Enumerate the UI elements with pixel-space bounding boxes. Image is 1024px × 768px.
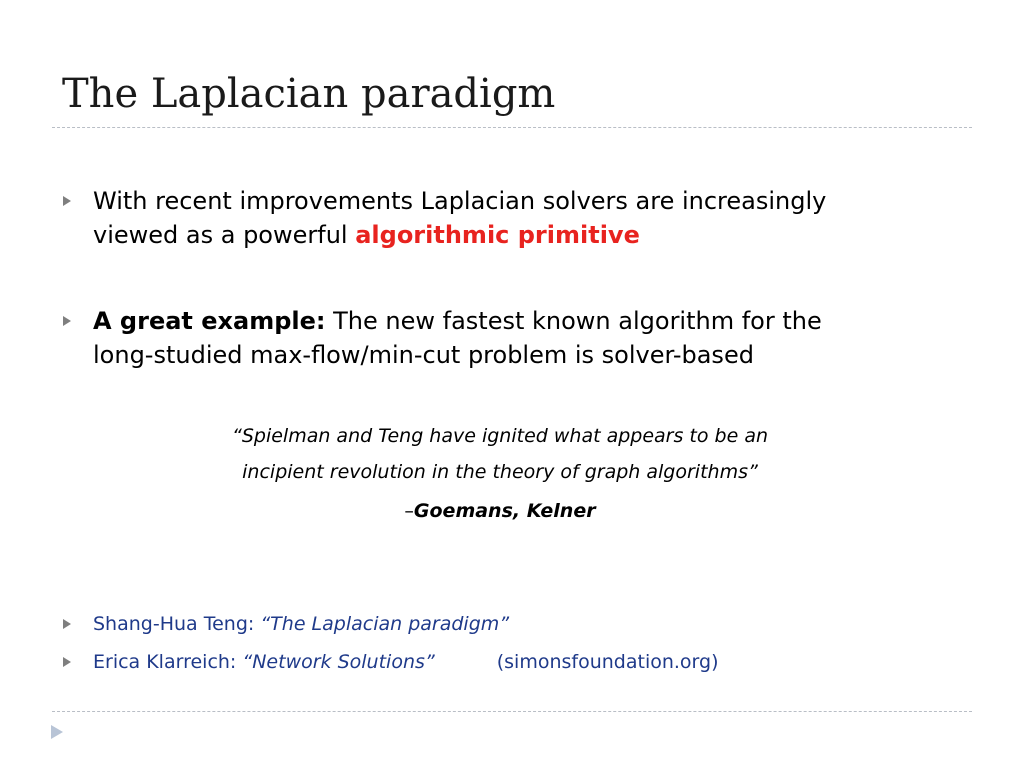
bullet-icon	[62, 196, 72, 206]
quote-line1: “Spielman and Teng have ignited what appears to be an	[231, 425, 769, 447]
reference-teng	[93, 610, 953, 638]
title-divider	[52, 127, 972, 128]
bullet-icon	[62, 316, 72, 326]
reference-teng-work: “The Laplacian paradigm”	[260, 613, 510, 635]
bullet-example-line1: The new fastest known algorithm for the	[325, 307, 822, 335]
bullet-icon	[62, 657, 72, 667]
bullet-solvers-line2-prefix: viewed as a powerful	[93, 221, 356, 249]
attribution-dash: –	[404, 500, 414, 522]
bullet-solvers	[93, 184, 953, 252]
reference-klarreich-source: (simonsfoundation.org)	[496, 651, 719, 673]
play-triangle-icon[interactable]	[50, 724, 64, 740]
attribution-name: Goemans, Kelner	[413, 500, 596, 522]
bullet-example-lead: A great example:	[93, 307, 326, 335]
quote-line2: incipient revolution in the theory of graph algorithms”	[242, 461, 758, 483]
quote-attribution	[300, 496, 700, 526]
reference-klarreich	[93, 648, 953, 676]
quote	[150, 418, 850, 490]
reference-klarreich-work: “Network Solutions”	[242, 651, 435, 673]
reference-klarreich-author: Erica Klarreich:	[93, 651, 243, 673]
algorithmic-primitive-highlight: algorithmic primitive	[355, 221, 640, 249]
footer-divider	[52, 711, 972, 712]
bullet-solvers-line1: With recent improvements Laplacian solvers are increasingly	[93, 187, 827, 215]
bullet-example-line2: long-studied max-flow/min-cut problem is solver-based	[93, 341, 754, 369]
slide-title: The Laplacian paradigm	[62, 71, 556, 117]
reference-teng-author: Shang-Hua Teng:	[93, 613, 261, 635]
bullet-example	[93, 304, 953, 372]
bullet-icon	[62, 619, 72, 629]
